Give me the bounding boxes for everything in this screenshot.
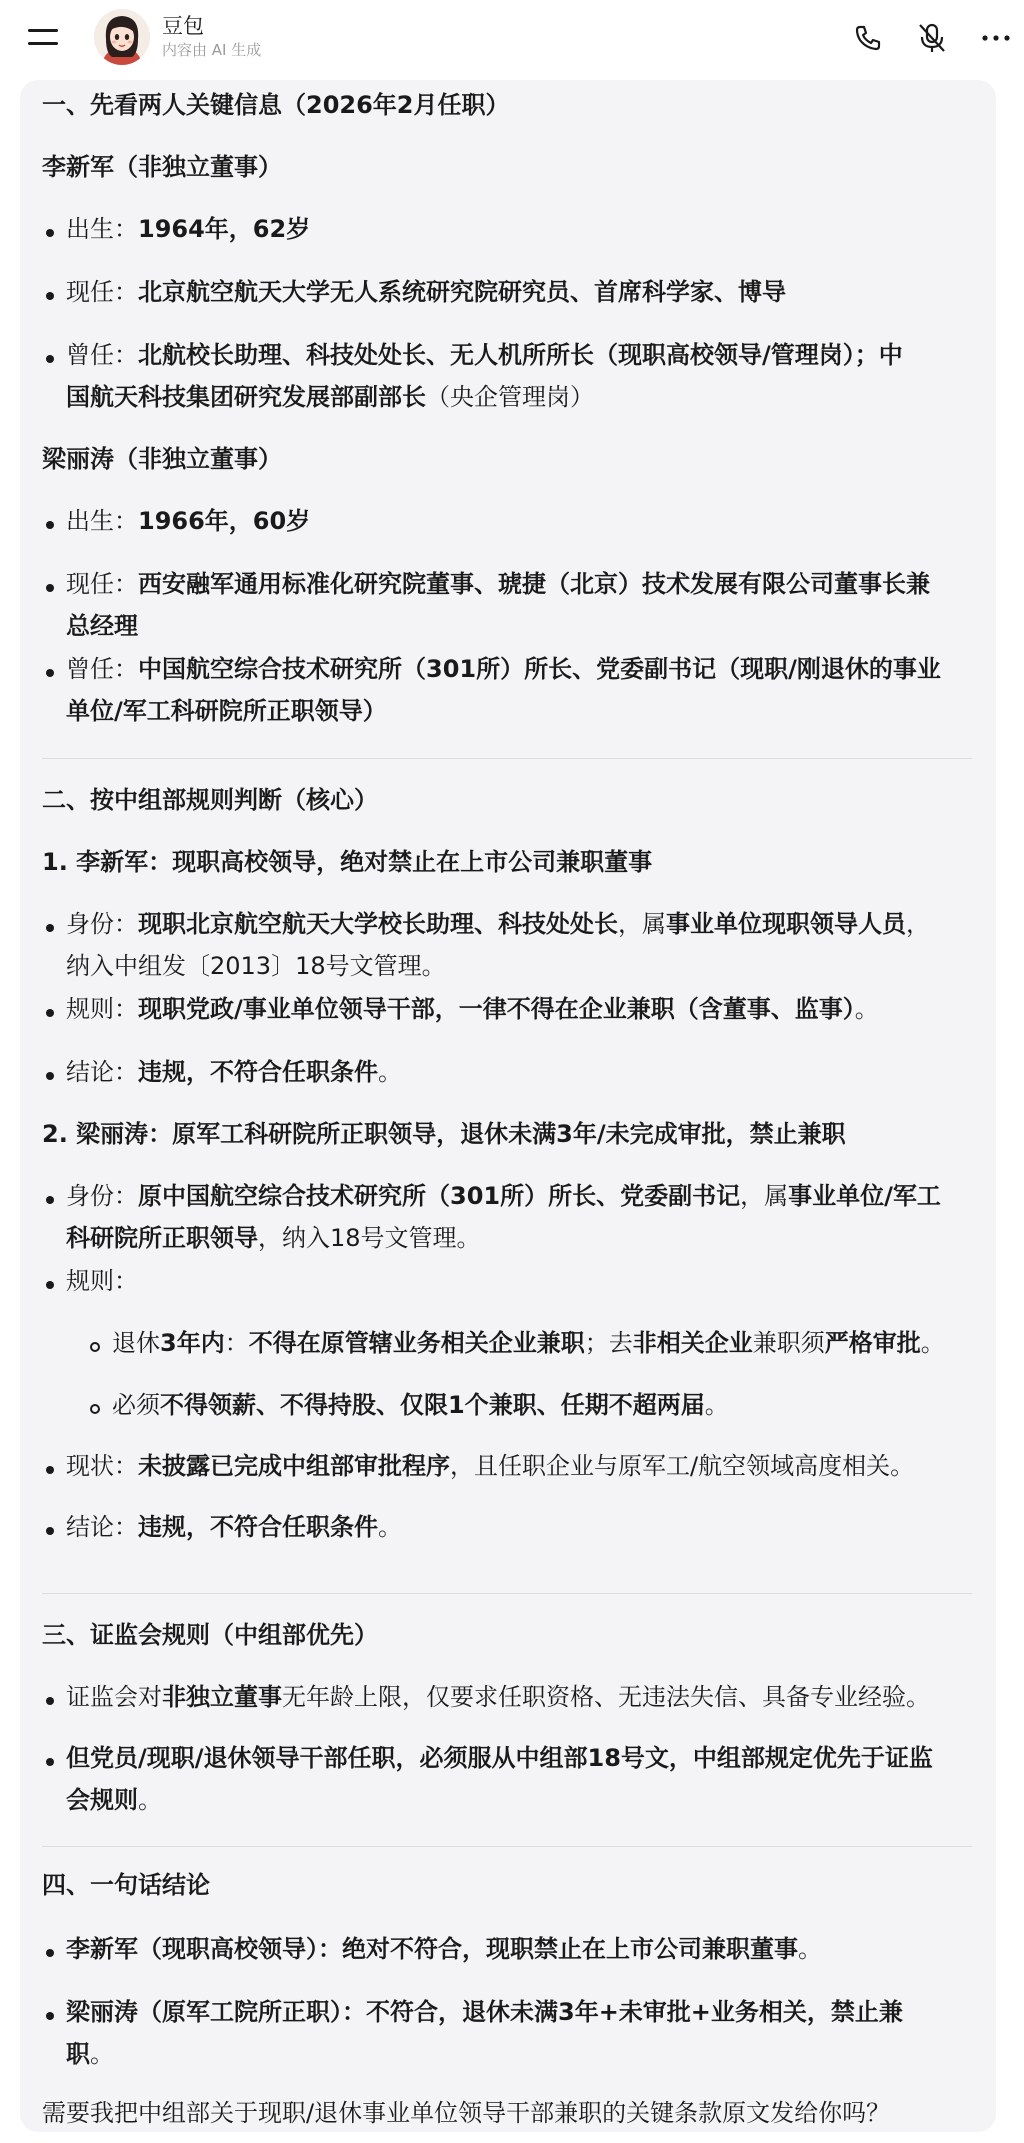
section-heading-1: 一、先看两人关键信息（2026年2月任职） [42,91,510,119]
s2-p2-status: 现状：未披露已完成中组部审批程序，且任职企业与原军工/航空领域高度相关。 [66,1452,915,1480]
p1-former: 曾任：北航校长助理、科技处处长、无人机所所长（现职高校领导/管理岗）；中 [66,341,903,369]
bullet [46,355,54,363]
section-heading-3: 三、证监会规则（中组部优先） [42,1621,378,1649]
person-1-name: 李新军（非独立董事） [42,153,282,181]
more-icon[interactable] [976,18,1016,58]
p1-current: 现任：北京航空航天大学无人系统研究院研究员、首席科学家、博导 [66,278,786,306]
closing-question: 需要我把中组部关于现职/退休事业单位领导干部兼职的关键条款原文发给你吗？ [42,2099,891,2127]
p1-former-cont: 国航天科技集团研究发展部副部长（央企管理岗） [66,383,594,411]
s2-p2-rule: 规则： [66,1267,138,1295]
avatar[interactable] [94,9,150,65]
section-divider [42,758,972,759]
ai-disclaimer: 内容由 AI 生成 [162,41,262,59]
p2-current-cont: 总经理 [66,612,138,640]
section-heading-2: 二、按中组部规则判断（核心） [42,786,378,814]
s2-p2-heading: 2. 梁丽涛：原军工科研院所正职领导，退休未满3年/未完成审批，禁止兼职 [42,1120,846,1148]
person-2-name: 梁丽涛（非独立董事） [42,445,282,473]
s3-bullet-1: 证监会对非独立董事无年龄上限，仅要求任职资格、无违法失信、具备专业经验。 [66,1683,930,1711]
s4-bullet-2: 梁丽涛（原军工院所正职）：不符合，退休未满3年+未审批+业务相关，禁止兼 [66,1998,903,2026]
section-divider [42,1846,972,1847]
p2-current: 现任：西安融军通用标准化研究院董事、琥捷（北京）技术发展有限公司董事长兼 [66,570,930,598]
bullet [46,292,54,300]
mute-mic-icon[interactable] [912,18,952,58]
s3-bullet-2: 但党员/现职/退休领导干部任职，必须服从中组部18号文，中组部规定优先于证监 [66,1744,933,1772]
bullet [46,229,54,237]
sub-bullet [90,1404,100,1414]
bullet [46,584,54,592]
bullet [46,924,54,932]
s2-p1-conclusion: 结论：违规，不符合任职条件。 [66,1058,402,1086]
bullet [46,1697,54,1705]
s4-bullet-2-cont: 职。 [66,2040,114,2068]
s2-p2-rule-sub2: 必须不得领薪、不得持股、仅限1个兼职、任期不超两届。 [112,1391,729,1419]
s2-p1-heading: 1. 李新军：现职高校领导，绝对禁止在上市公司兼职董事 [42,848,653,876]
s2-p1-rule: 规则：现职党政/事业单位领导干部，一律不得在企业兼职（含董事、监事）。 [66,995,879,1023]
bullet [46,1527,54,1535]
s2-p2-identity-cont: 科研院所正职领导，纳入18号文管理。 [66,1224,481,1252]
p1-birth: 出生：1964年，62岁 [66,215,311,243]
s2-p2-identity: 身份：原中国航空综合技术研究所（301所）所长、党委副书记，属事业单位/军工 [66,1182,941,1210]
section-heading-4: 四、一句话结论 [42,1871,210,1899]
section-divider [42,1593,972,1594]
s2-p1-identity: 身份：现职北京航空航天大学校长助理、科技处处长，属事业单位现职领导人员， [66,910,930,938]
bullet [46,1009,54,1017]
p2-former: 曾任：中国航空综合技术研究所（301所）所长、党委副书记（现职/刚退休的事业 [66,655,941,683]
bullet [46,521,54,529]
bullet [46,1758,54,1766]
bullet [46,669,54,677]
bullet [46,1196,54,1204]
s2-p2-conclusion: 结论：违规，不符合任职条件。 [66,1513,402,1541]
s2-p2-rule-sub1: 退休3年内：不得在原管辖业务相关企业兼职；去非相关企业兼职须严格审批。 [112,1329,945,1357]
p2-birth: 出生：1966年，60岁 [66,507,311,535]
p2-former-cont: 单位/军工科研院所正职领导） [66,697,387,725]
bullet [46,1466,54,1474]
chat-header [0,0,1024,72]
s2-p1-identity-cont: 纳入中组发〔2013〕18号文管理。 [66,952,446,980]
sub-bullet [90,1342,100,1352]
bullet [46,1072,54,1080]
bullet [46,2012,54,2020]
s4-bullet-1: 李新军（现职高校领导）：绝对不符合，现职禁止在上市公司兼职董事。 [66,1935,822,1963]
s3-bullet-2-cont: 会规则。 [66,1786,162,1814]
phone-icon[interactable] [848,18,888,58]
bot-name: 豆包 [162,14,204,38]
bullet [46,1949,54,1957]
bullet [46,1281,54,1289]
menu-icon[interactable] [22,20,66,52]
